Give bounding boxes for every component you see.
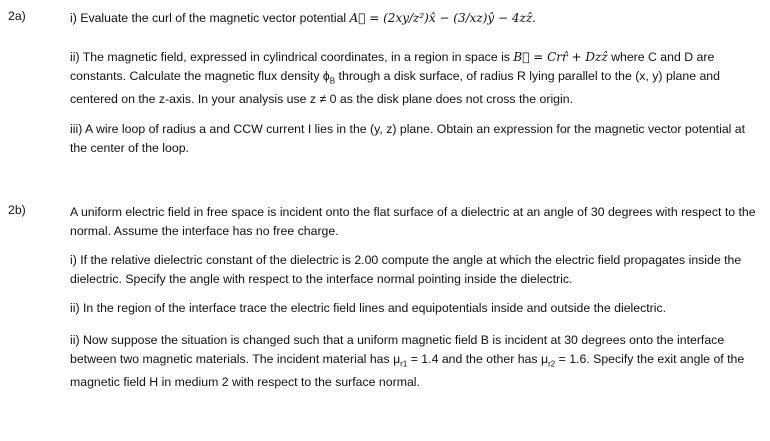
- mu1-subscript: r1: [400, 359, 408, 369]
- q2b-intro: A uniform electric field in free space is incident onto the flat surface of a dielectric at an angle of 30 degrees with respect to the normal. Assume the interface has no free charge.: [70, 205, 756, 238]
- q2b-part-ii-magnetic: [70, 331, 760, 392]
- mu2-subscript: r2: [548, 359, 556, 369]
- question-2a-label: 2a): [8, 9, 26, 23]
- question-2b-label: 2b): [8, 203, 26, 217]
- q2a-part-ii-text-a: ii) The magnetic field, expressed in cylindrical coordinates, in a region in space is: [70, 50, 514, 64]
- mu1-value-text: = 1.4 and the other has: [407, 352, 541, 366]
- vector-potential-equation: = (2xy/z²)x̂ − (3/xz)ŷ − 4zẑ.: [365, 11, 536, 25]
- q2a-part-ii-text-c: through a disk surface, of radius R lying parallel to the (x, y) plane and centered on the z-axis. In your analysis use z: [70, 69, 720, 107]
- q2b-part-i: i) If the relative dielectric constant of the dielectric is 2.00 compute the angle at which the electric field propagates inside the dielectric. Specify the angle with respect to the interface normal pointing inside the dielectric.: [70, 253, 742, 286]
- q2a-part-ii-text-d: 0 as the disk plane does not cross the origin.: [326, 92, 574, 107]
- q2a-part-i: [70, 9, 760, 28]
- q2a-part-ii-text-b: where C and D are constants. Calculate the magnetic flux density: [70, 50, 715, 83]
- q2b-part-ii: ii) In the region of the interface trace the electric field lines and equipotentials inside and outside the dielectric.: [70, 301, 667, 315]
- flux-phi-symbol: ϕ: [322, 69, 330, 83]
- q2a-part-ii: [70, 48, 760, 109]
- vector-potential-symbol: A⃗: [349, 11, 366, 25]
- q2b-part-ii-magnetic-text-a: ii) Now suppose the situation is changed such that a uniform magnetic field B is incident at 30 degrees onto the interface between two magnetic materials. The incident material has: [70, 333, 725, 366]
- not-equal-symbol: ≠: [319, 92, 327, 107]
- magnetic-field-equation: B⃗ = Crr̂ + Dzẑ: [513, 50, 608, 64]
- mu2-symbol: μ: [540, 352, 549, 366]
- q2a-part-i-text: i) Evaluate the curl of the magnetic vector potential: [70, 11, 350, 25]
- flux-phi-subscript: B: [329, 76, 336, 86]
- q2a-part-iii: iii) A wire loop of radius a and CCW current I lies in the (y, z) plane. Obtain an expression for the magnetic vector potential at the center of the loop.: [70, 122, 746, 155]
- mu1-symbol: μ: [393, 352, 401, 366]
- q2b-part-ii-magnetic-text-b: = 1.6. Specify the exit angle of the magnetic field H in medium 2 with respect to the surface normal.: [70, 352, 745, 390]
